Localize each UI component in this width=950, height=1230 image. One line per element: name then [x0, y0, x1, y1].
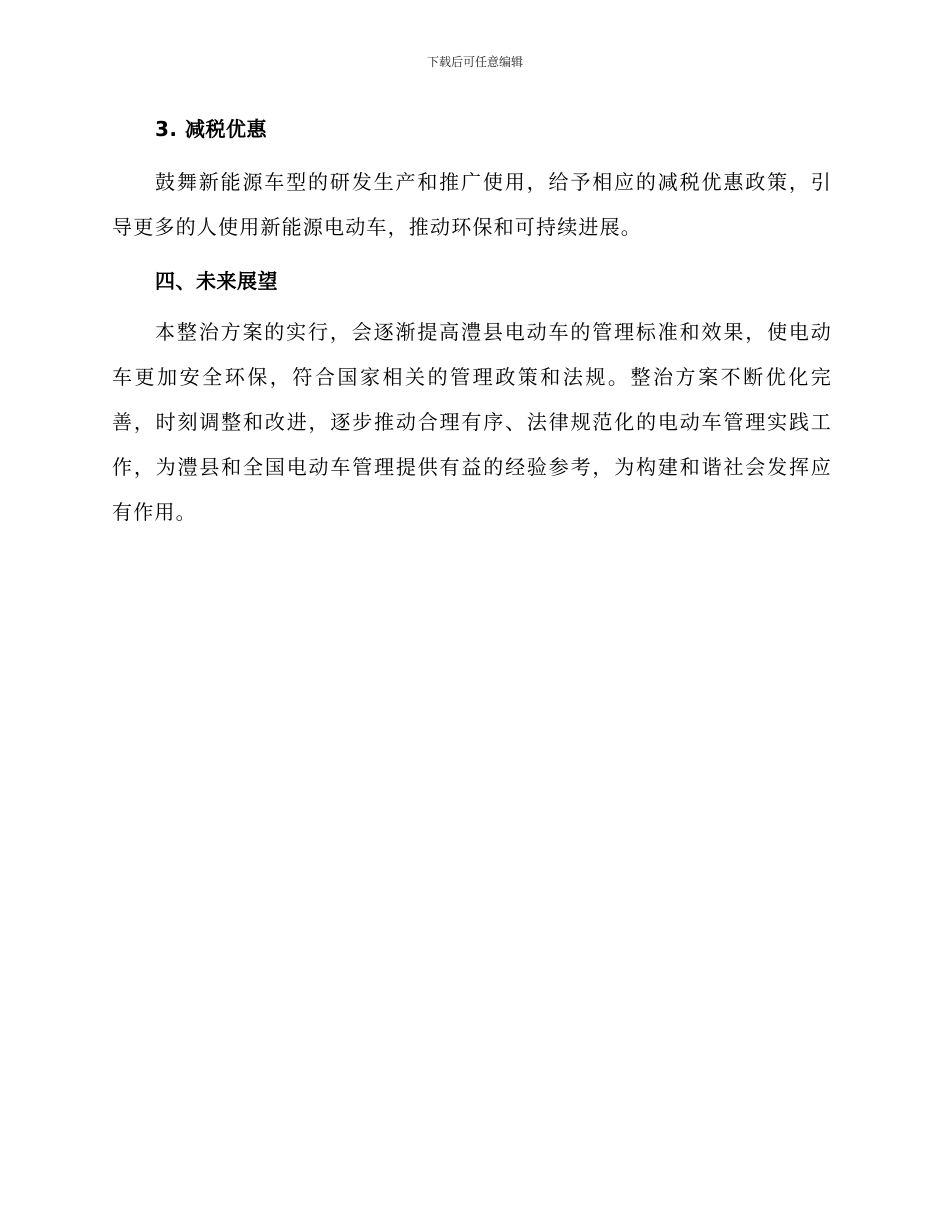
- section-heading-tax-incentives: 3. 减税优惠: [155, 117, 267, 141]
- section-paragraph-future-outlook: 本整治方案的实行，会逐渐提高澧县电动车的管理标准和效果，使电动车更加安全环保，符合国家相关的管理政策和法规。整治方案不断优化完善，时刻调整和改进，逐步推动合理有序、法律规范化的电动车管理实践工作，为澧县和全国电动车管理提供有益的经验参考，为构建和谐社会发挥应有作用。: [112, 320, 832, 524]
- section-heading-future-outlook: 四、未来展望: [155, 269, 278, 293]
- document-body: [112, 113, 832, 535]
- header-note: 下载后可任意编辑: [426, 55, 523, 69]
- section-paragraph-tax-incentives: 鼓舞新能源车型的研发生产和推广使用，给予相应的减税优惠政策，引导更多的人使用新能源电动车，推动环保和可持续进展。: [112, 170, 832, 239]
